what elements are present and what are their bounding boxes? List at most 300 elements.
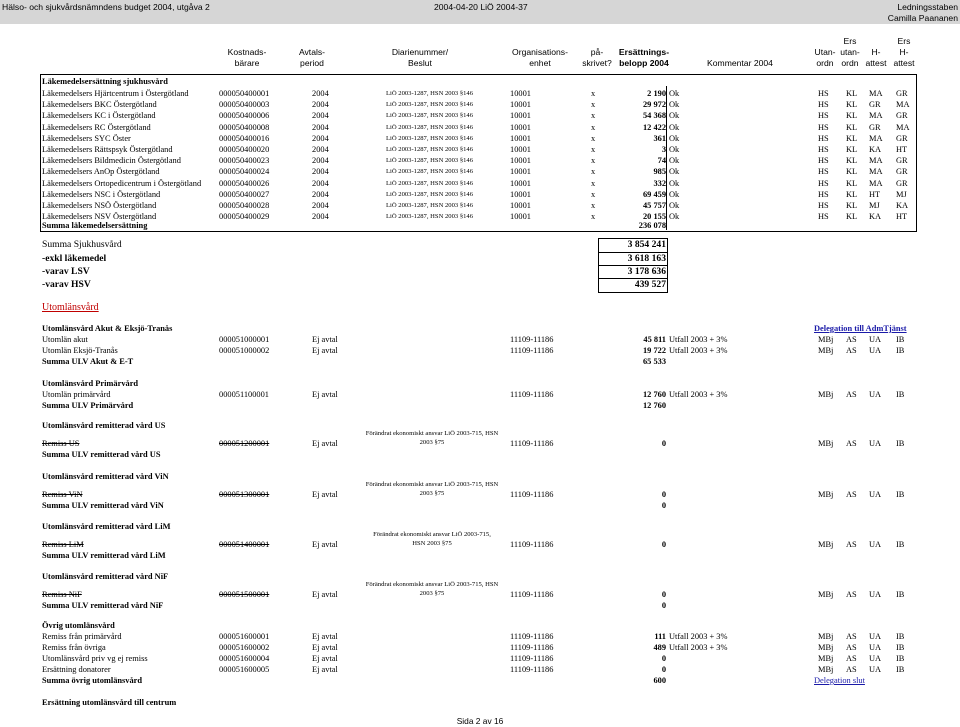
cell-org: 10001	[510, 145, 531, 154]
summary-label: -varav HSV	[42, 279, 91, 290]
cell-diarienummer: LiÖ 2003-1287, HSN 2003 §146	[386, 168, 474, 176]
cell-period: Ej avtal	[312, 540, 338, 549]
cell-ers-utanordn: AS	[846, 540, 857, 549]
cell-paskrivet: x	[591, 111, 596, 121]
cell-utanordn: HS	[818, 133, 829, 143]
cell-hattest: HT	[869, 189, 881, 199]
cell-paskrivet: x	[591, 167, 596, 177]
header-kostnadsbarare: Kostnads- bärare	[227, 47, 267, 68]
cell-utanordn: HS	[818, 189, 829, 199]
cell-amount: 489	[653, 643, 666, 652]
cell-period: Ej avtal	[312, 335, 338, 344]
cell-org: 10001	[510, 178, 531, 188]
cell-ers-hattest: IB	[896, 654, 905, 663]
sum-label: Summa ULV Primärvård	[42, 401, 134, 410]
cell-kostnadsbarare: 000050400023	[219, 156, 270, 166]
cell-utanordn: MBj	[818, 540, 834, 549]
cell-ers-utanordn: KL	[846, 201, 858, 210]
section-title-primarvard: Utomlänsvård Primärvård	[42, 379, 139, 388]
lakemedel-sum-value: 236 078	[638, 221, 666, 230]
cell-ers-utanordn: AS	[846, 665, 857, 674]
sum-label: Summa ULV remitterad vård LiM	[42, 551, 166, 560]
cell-comment: Ok	[669, 145, 680, 154]
cell-hattest: MA	[869, 111, 883, 121]
cell-utanordn: HS	[818, 212, 829, 222]
cell-comment: Ok	[669, 189, 680, 199]
cell-ers-hattest: GR	[896, 89, 908, 98]
cell-comment: Ok	[669, 122, 680, 132]
cell-hattest: UA	[869, 540, 882, 549]
cell-hattest: UA	[869, 490, 882, 499]
cell-diarienummer: LiÖ 2003-1287, HSN 2003 §146	[386, 190, 474, 198]
cell-hattest: MA	[869, 178, 883, 188]
cell-amount: 0	[661, 540, 666, 549]
cell-period: 2004	[312, 189, 329, 199]
cell-diarienummer: LiÖ 2003-1287, HSN 2003 §146	[386, 123, 474, 131]
cell-period: 2004	[312, 100, 329, 110]
header-kommentar: Kommentar 2004	[707, 58, 773, 68]
cell-name: Remiss ViN	[42, 490, 83, 499]
cell-comment: Ok	[669, 212, 680, 222]
cell-amount: 0	[661, 490, 666, 499]
sum-value: 12 760	[642, 401, 666, 410]
cell-utanordn: HS	[818, 178, 829, 188]
cell-paskrivet: x	[591, 89, 596, 98]
cell-hattest: KA	[869, 212, 882, 222]
cell-ers-utanordn: KL	[846, 145, 858, 154]
sum-label: Summa övrig utomlänsvård	[42, 676, 143, 685]
summary-label: -varav LSV	[42, 266, 90, 277]
cell-comment: Ok	[669, 89, 680, 98]
remiss-note: Förändrat ekonomiskt ansvar LiÖ 2003-715, HSN 2003 §75	[365, 481, 499, 497]
cell-period: Ej avtal	[312, 439, 338, 448]
cell-hattest: UA	[869, 632, 882, 641]
lakemedel-row	[0, 99, 960, 111]
cell-period: Ej avtal	[312, 665, 338, 674]
cell-name: Läkemedelsers BKC Östergötland	[42, 100, 157, 110]
cell-amount: 29 972	[642, 100, 666, 110]
cell-org: 11109-11186	[510, 540, 554, 549]
cell-paskrivet: x	[591, 133, 596, 143]
cell-hattest: MJ	[869, 201, 880, 210]
summary-value: 3 618 163	[627, 253, 666, 264]
sum-value: 0	[661, 601, 666, 610]
cell-kostnadsbarare: 000050400008	[219, 122, 270, 132]
cell-kostnadsbarare: 000050400016	[219, 133, 270, 143]
lakemedel-sum-row: Summa läkemedelsersättning 236 078	[42, 221, 666, 230]
cell-ers-hattest: HT	[896, 212, 908, 222]
cell-comment: Ok	[669, 133, 680, 143]
cell-period: Ej avtal	[312, 390, 338, 399]
cell-hattest: MA	[869, 133, 883, 143]
cell-diarienummer: LiÖ 2003-1287, HSN 2003 §146	[386, 146, 474, 153]
cell-org: 10001	[510, 89, 531, 98]
header-ers-hattest: Ers H- attest	[893, 36, 915, 68]
cell-ers-utanordn: KL	[846, 122, 858, 132]
section-title-ovrig: Övrig utomlänsvård	[42, 621, 115, 630]
cell-kostnadsbarare: 000051000002	[219, 346, 270, 355]
cell-utanordn: MBj	[818, 654, 834, 663]
cell-name: Remiss LiM	[42, 540, 84, 549]
cell-kostnadsbarare: 000051500001	[219, 590, 270, 599]
cell-utanordn: MBj	[818, 390, 834, 399]
header-paskrivet: på- skrivet?	[582, 47, 612, 68]
cell-name: Utomlänsvård priv vg ej remiss	[42, 654, 148, 663]
cell-ers-utanordn: AS	[846, 632, 857, 641]
cell-period: 2004	[312, 178, 329, 188]
cell-name: Läkemedelsers KC i Östergötland	[42, 111, 156, 121]
cell-ers-utanordn: AS	[846, 590, 857, 599]
section-title-remiss: Utomlänsvård remitterad vård NiF	[42, 572, 169, 581]
cell-utanordn: HS	[818, 167, 829, 177]
cell-period: 2004	[312, 111, 329, 121]
lakemedel-row	[0, 155, 960, 167]
cell-org: 11109-11186	[510, 346, 554, 355]
cell-period: Ej avtal	[312, 490, 338, 499]
cell-ers-hattest: IB	[896, 346, 905, 355]
cell-comment: Utfall 2003 + 3%	[669, 346, 728, 355]
cell-kostnadsbarare: 000050400027	[219, 189, 270, 199]
cell-name: Läkemedelsers Ortopedicentrum i Östergötland	[42, 178, 202, 188]
cell-name: Läkemedelsers SYC Öster	[42, 133, 131, 143]
sum-value: 65 533	[642, 357, 666, 366]
cell-utanordn: HS	[818, 156, 829, 166]
cell-paskrivet: x	[591, 100, 596, 110]
document-date: 2004-04-20 LiÖ 2004-37	[434, 2, 528, 12]
cell-paskrivet: x	[591, 156, 596, 166]
delegation-end-link[interactable]: Delegation slut	[814, 676, 865, 685]
cell-utanordn: MBj	[818, 643, 834, 652]
cell-hattest: UA	[869, 665, 882, 674]
lakemedel-row	[0, 166, 960, 178]
cell-ers-hattest: MA	[896, 122, 910, 132]
cell-ers-utanordn: AS	[846, 490, 857, 499]
cell-amount: 0	[661, 654, 666, 663]
cell-ers-utanordn: AS	[846, 346, 857, 355]
cell-kostnadsbarare: 000050400003	[219, 100, 270, 110]
cell-kostnadsbarare: 000051600001	[219, 632, 270, 641]
cell-hattest: UA	[869, 643, 882, 652]
cell-name: Remiss US	[42, 439, 80, 448]
cell-ers-hattest: IB	[896, 390, 905, 399]
cell-diarienummer: LiÖ 2003-1287, HSN 2003 §146	[386, 101, 474, 109]
header-ers-utanordn: Ers utan- ordn	[840, 36, 860, 68]
section-title-lakemedel: Läkemedelsersättning sjukhusvård	[42, 77, 168, 86]
cell-utanordn: MBj	[818, 335, 834, 344]
remiss-note: Förändrat ekonomiskt ansvar LiÖ 2003-715, HSN 2003 §75	[365, 581, 499, 597]
lakemedel-row	[0, 110, 960, 122]
cell-ers-hattest: HT	[896, 145, 908, 154]
cell-ers-hattest: KA	[896, 201, 909, 210]
cell-comment: Ok	[669, 100, 680, 110]
cell-paskrivet: x	[591, 178, 596, 188]
cell-hattest: MA	[869, 167, 883, 177]
cell-name: Läkemedelsers NSÖ Östergötland	[42, 201, 157, 210]
cell-hattest: KA	[869, 145, 882, 154]
remiss-sum-row	[0, 550, 960, 562]
cell-ers-hattest: MJ	[896, 189, 907, 199]
cell-org: 10001	[510, 201, 531, 210]
cell-hattest: MA	[869, 156, 883, 166]
cell-hattest: UA	[869, 439, 882, 448]
cell-kostnadsbarare: 000050400020	[219, 145, 270, 154]
cell-utanordn: HS	[818, 111, 829, 121]
cell-kostnadsbarare: 000051600005	[219, 665, 270, 674]
cell-org: 10001	[510, 100, 531, 110]
cell-kostnadsbarare: 000051200001	[219, 439, 270, 448]
cell-amount: 0	[661, 439, 666, 448]
cell-name: Läkemedelsers Bildmedicin Östergötland	[42, 156, 181, 166]
cell-org: 11109-11186	[510, 390, 554, 399]
cell-ers-utanordn: KL	[846, 133, 858, 143]
cell-diarienummer: LiÖ 2003-1287, HSN 2003 §146	[386, 179, 474, 187]
cell-kostnadsbarare: 000050400028	[219, 201, 270, 210]
cell-ers-utanordn: KL	[846, 100, 858, 110]
cell-name: Läkemedelsers Rättspsyk Östergötland	[42, 145, 173, 154]
cell-org: 10001	[510, 133, 531, 143]
cell-ers-utanordn: AS	[846, 390, 857, 399]
cell-org: 10001	[510, 111, 531, 121]
cell-hattest: UA	[869, 590, 882, 599]
cell-period: Ej avtal	[312, 346, 338, 355]
header-hattest: H- attest	[865, 47, 887, 68]
remiss-note: Förändrat ekonomiskt ansvar LiÖ 2003-715, HSN 2003 §75	[365, 430, 499, 446]
cell-org: 11109-11186	[510, 335, 554, 344]
section-title-ersattning-centrum: Ersättning utomlänsvård till centrum	[42, 698, 177, 707]
cell-kostnadsbarare: 000050400001	[219, 89, 270, 98]
cell-period: 2004	[312, 156, 329, 166]
cell-diarienummer: LiÖ 2003-1287, HSN 2003 §146	[386, 112, 474, 120]
cell-ers-hattest: GR	[896, 133, 908, 143]
cell-ers-utanordn: KL	[846, 167, 858, 177]
section-title-remiss: Utomlänsvård remitterad vård US	[42, 421, 166, 430]
cell-org: 10001	[510, 167, 531, 177]
author: Camilla Paananen	[887, 13, 958, 23]
cell-ers-hattest: IB	[896, 632, 905, 641]
remiss-sum-row	[0, 500, 960, 512]
cell-kostnadsbarare: 000051000001	[219, 335, 270, 344]
cell-org: 10001	[510, 156, 531, 166]
cell-name: Remiss från primärvård	[42, 632, 122, 641]
primarvard-sum-row	[0, 400, 960, 412]
cell-comment: Ok	[669, 111, 680, 121]
cell-name: Remiss från övriga	[42, 643, 106, 652]
cell-hattest: GR	[869, 122, 881, 132]
cell-period: 2004	[312, 145, 329, 154]
cell-kostnadsbarare: 000051600004	[219, 654, 270, 663]
remiss-note: Förändrat ekonomiskt ansvar LiÖ 2003-715, HSN 2003 §75	[373, 531, 491, 547]
cell-kostnadsbarare: 000051300001	[219, 490, 270, 499]
cell-name: Ersättning donatorer	[42, 665, 111, 674]
cell-comment: Ok	[669, 167, 680, 177]
cell-name: Läkemedelsers NSV Östergötland	[42, 212, 157, 222]
cell-amount: 985	[653, 167, 666, 177]
cell-amount: 12 760	[642, 390, 666, 399]
cell-amount: 3	[661, 145, 666, 154]
cell-org: 11109-11186	[510, 654, 554, 663]
cell-ers-utanordn: AS	[846, 439, 857, 448]
cell-diarienummer: LiÖ 2003-1287, HSN 2003 §146	[386, 134, 474, 142]
cell-ers-hattest: GR	[896, 156, 908, 166]
page-banner	[0, 0, 960, 24]
document-title: Hälso- och sjukvårdsnämndens budget 2004, utgåva 2	[2, 2, 210, 12]
cell-ers-utanordn: AS	[846, 335, 857, 344]
cell-paskrivet: x	[591, 145, 596, 154]
cell-paskrivet: x	[591, 201, 596, 210]
summary-value: 3 854 241	[627, 239, 666, 250]
cell-utanordn: MBj	[818, 590, 834, 599]
section-title-utomlansvard: Utomlänsvård	[42, 302, 99, 313]
header-utanordn: Utan- ordn	[814, 47, 836, 68]
cell-name: Remiss NiF	[42, 590, 82, 599]
delegation-link[interactable]: Delegation till AdmTjänst	[814, 324, 907, 333]
summary-value: 439 527	[634, 279, 666, 290]
section-title-remiss: Utomlänsvård remitterad vård ViN	[42, 472, 169, 481]
cell-utanordn: HS	[818, 122, 829, 132]
cell-ers-hattest: IB	[896, 335, 905, 344]
lakemedel-row	[0, 144, 960, 156]
lakemedel-row	[0, 200, 960, 212]
cell-period: Ej avtal	[312, 654, 338, 663]
cell-paskrivet: x	[591, 189, 596, 199]
cell-ers-utanordn: KL	[846, 111, 858, 121]
cell-hattest: MA	[869, 89, 883, 98]
cell-ers-utanordn: KL	[846, 189, 858, 199]
cell-hattest: UA	[869, 346, 882, 355]
cell-paskrivet: x	[591, 122, 596, 132]
cell-comment: Utfall 2003 + 3%	[669, 335, 728, 344]
cell-period: 2004	[312, 212, 329, 222]
cell-name: Läkemedelsers NSC i Östergötland	[42, 189, 161, 199]
cell-ers-hattest: IB	[896, 643, 905, 652]
department: Ledningsstaben	[897, 2, 958, 12]
cell-amount: 45 811	[643, 335, 666, 344]
cell-utanordn: HS	[818, 145, 829, 154]
cell-ers-hattest: IB	[896, 439, 905, 448]
sum-label: Summa ULV remitterad vård ViN	[42, 501, 164, 510]
cell-name: Läkemedelsers RC Östergötland	[42, 122, 151, 132]
cell-hattest: UA	[869, 390, 882, 399]
cell-ers-hattest: GR	[896, 178, 908, 188]
cell-period: Ej avtal	[312, 643, 338, 652]
cell-kostnadsbarare: 000051400001	[219, 540, 270, 549]
cell-amount: 20 155	[642, 212, 666, 222]
remiss-sum-row	[0, 600, 960, 612]
cell-org: 11109-11186	[510, 665, 554, 674]
cell-name: Läkemedelsers Hjärtcentrum i Östergötland	[42, 89, 189, 98]
cell-period: Ej avtal	[312, 590, 338, 599]
cell-amount: 2 190	[647, 89, 666, 98]
cell-comment: Ok	[669, 178, 680, 188]
summary-value: 3 178 636	[627, 266, 666, 277]
section-title-akut: Utomlänsvård Akut & Eksjö-Tranås Delegation till AdmTjänst	[42, 324, 907, 333]
cell-diarienummer: LiÖ 2003-1287, HSN 2003 §146	[386, 213, 474, 221]
cell-amount: 332	[653, 178, 666, 188]
cell-amount: 69 459	[642, 189, 666, 199]
cell-name: Utomlän primärvård	[42, 390, 111, 399]
cell-period: Ej avtal	[312, 632, 338, 641]
ovrig-sum-row	[0, 675, 960, 687]
cell-ers-utanordn: KL	[846, 89, 858, 98]
cell-amount: 361	[653, 133, 666, 143]
cell-org: 11109-11186	[510, 590, 554, 599]
cell-utanordn: MBj	[818, 490, 834, 499]
cell-kostnadsbarare: 000051600002	[219, 643, 270, 652]
cell-diarienummer: LiÖ 2003-1287, HSN 2003 §146	[386, 157, 474, 165]
header-diarienummer: Diarienummer/ Beslut	[391, 47, 449, 68]
lakemedel-row	[0, 88, 960, 100]
sum-label: Summa ULV Akut & E-T	[42, 357, 134, 366]
cell-hattest: UA	[869, 654, 882, 663]
cell-diarienummer: LiÖ 2003-1287, HSN 2003 §146	[386, 202, 474, 209]
cell-amount: 0	[661, 590, 666, 599]
cell-org: 10001	[510, 122, 531, 132]
cell-comment: Utfall 2003 + 3%	[669, 632, 728, 641]
cell-org: 10001	[510, 189, 531, 199]
cell-ers-hattest: IB	[896, 540, 905, 549]
cell-comment: Utfall 2003 + 3%	[669, 643, 728, 652]
sum-label: Summa ULV remitterad vård US	[42, 450, 161, 459]
cell-ers-hattest: IB	[896, 590, 905, 599]
cell-utanordn: MBj	[818, 439, 834, 448]
cell-comment: Ok	[669, 201, 680, 210]
cell-utanordn: HS	[818, 201, 829, 210]
cell-utanordn: HS	[818, 89, 829, 98]
cell-amount: 19 722	[642, 346, 666, 355]
cell-hattest: UA	[869, 335, 882, 344]
cell-ers-hattest: IB	[896, 665, 905, 674]
cell-org: 11109-11186	[510, 632, 554, 641]
cell-period: 2004	[312, 201, 329, 210]
header-organisationsenhet: Organisations- enhet	[512, 47, 568, 68]
cell-org: 11109-11186	[510, 490, 554, 499]
summary-label: -exkl läkemedel	[42, 253, 107, 264]
sum-value: 0	[661, 501, 666, 510]
cell-ers-utanordn: KL	[846, 156, 858, 166]
table-top-border	[40, 74, 916, 75]
cell-kostnadsbarare: 000050400026	[219, 178, 270, 188]
cell-kostnadsbarare: 000050400024	[219, 167, 270, 177]
cell-comment: Utfall 2003 + 3%	[669, 390, 728, 399]
cell-ers-hattest: GR	[896, 111, 908, 121]
section-title-remiss: Utomlänsvård remitterad vård LiM	[42, 522, 171, 531]
header-ersattningsbelopp: Ersättnings- belopp 2004	[618, 47, 670, 68]
cell-amount: 54 368	[642, 111, 666, 121]
cell-name: Utomlän akut	[42, 335, 88, 344]
cell-org: 11109-11186	[510, 439, 554, 448]
cell-name: Läkemedelsers AnOp Östergötland	[42, 167, 160, 177]
lakemedel-row	[0, 189, 960, 201]
summary-label: Summa Sjukhusvård	[42, 239, 122, 250]
cell-ers-utanordn: AS	[846, 643, 857, 652]
sum-label: Summa ULV remitterad vård NiF	[42, 601, 164, 610]
cell-paskrivet: x	[591, 212, 596, 222]
cell-amount: 45 757	[642, 201, 666, 210]
cell-kostnadsbarare: 000051100001	[219, 390, 269, 399]
lakemedel-row	[0, 133, 960, 145]
cell-utanordn: MBj	[818, 632, 834, 641]
cell-hattest: GR	[869, 100, 881, 110]
cell-amount: 0	[661, 665, 666, 674]
cell-comment: Ok	[669, 156, 680, 166]
lakemedel-row	[0, 178, 960, 190]
page-number: Sida 2 av 16	[456, 716, 504, 726]
cell-period: 2004	[312, 122, 329, 132]
remiss-sum-row	[0, 449, 960, 461]
cell-kostnadsbarare: 000050400006	[219, 111, 270, 121]
cell-org: 10001	[510, 212, 531, 222]
cell-ers-utanordn: KL	[846, 178, 858, 188]
